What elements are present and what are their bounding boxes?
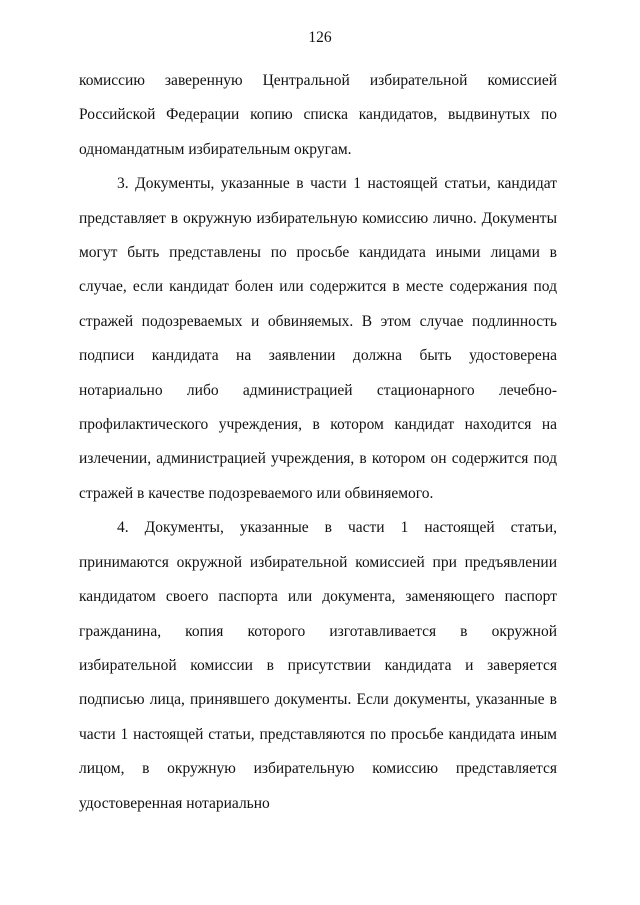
paragraph-part-4: 4. Документы, указанные в части 1 настоящей статьи, принимаются окружной избирательной комиссией при предъявлении кандидатом своего паспорта или документа, заменяющего паспорт гражданина, копия которого изготавливается в окружной избирательной комиссии в присутствии кандидата и заверяется подписью лица, принявшего документы. Если документы, указанные в части 1 настоящей статьи, представляются по просьбе кандидата иным лицом, в окружную избирательную комиссию представляется удостоверенная нотариально bbox=[79, 519, 557, 812]
page-number: 126 bbox=[308, 29, 332, 46]
paragraph-continuation: комиссию заверенную Центральной избирательной комиссией Российской Федерации копию списка кандидатов, выдвинутых по одномандатным избирательным округам. bbox=[79, 72, 557, 158]
document-body bbox=[79, 64, 557, 821]
paragraph-part-3: 3. Документы, указанные в части 1 настоящей статьи, кандидат представляет в окружную избирательную комиссию лично. Документы могут быть представлены по просьбе кандидата иными лицами в случае, если кандидат болен или содержится в месте содержания под стражей подозреваемых и обвиняемых. В этом случае подлинность подписи кандидата на заявлении должна быть удостоверена нотариально либо администрацией стационарного лечебно-профилактического учреждения, в котором кандидат находится на излечении, администрацией учреждения, в котором он содержится под стражей в качестве подозреваемого или обвиняемого. bbox=[79, 175, 557, 502]
